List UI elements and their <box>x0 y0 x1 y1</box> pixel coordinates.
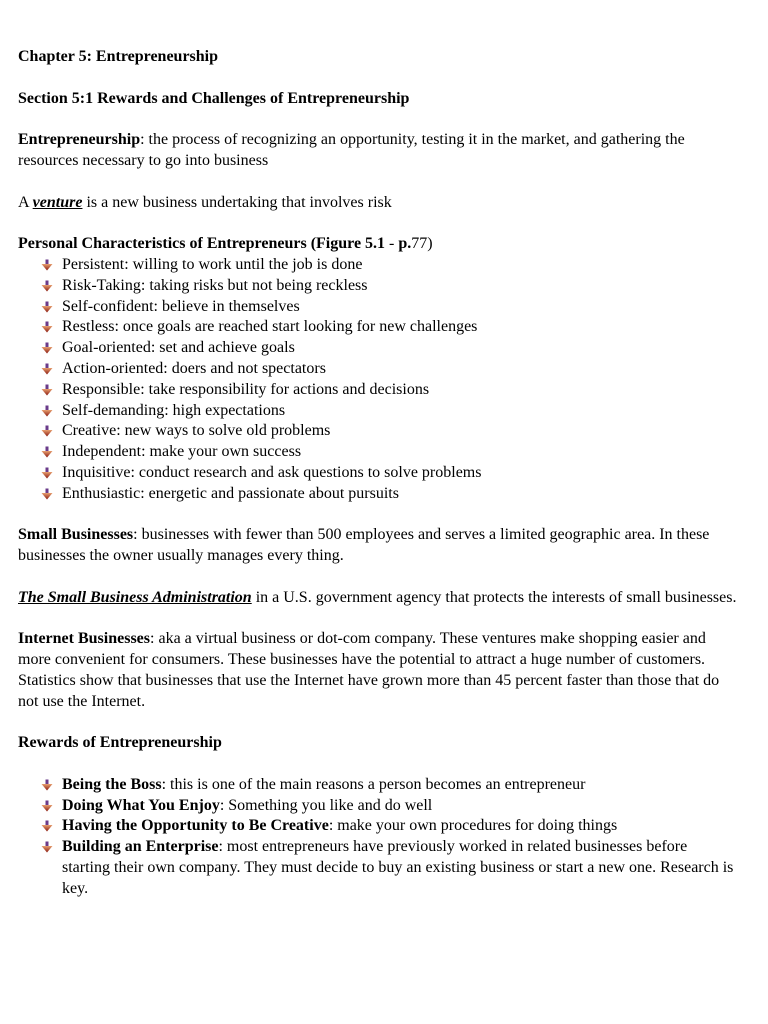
characteristic-item <box>62 255 738 276</box>
rewards-list <box>18 775 738 900</box>
chapter-title: Chapter 5: Entrepreneurship <box>18 48 219 65</box>
characteristic-text: Responsible: take responsibility for actions and decisions <box>62 380 430 398</box>
down-arrow-icon <box>41 321 53 333</box>
characteristic-text: Self-demanding: high expectations <box>62 401 286 419</box>
reward-item <box>62 837 738 899</box>
down-arrow-icon <box>41 301 53 313</box>
down-arrow-icon <box>41 446 53 458</box>
down-arrow-icon <box>41 820 53 832</box>
internet-businesses-paragraph <box>18 629 738 712</box>
down-arrow-icon <box>41 280 53 292</box>
down-arrow-icon <box>41 259 53 271</box>
characteristic-item <box>62 442 738 463</box>
down-arrow-icon <box>41 800 53 812</box>
venture-prefix: A <box>18 193 33 211</box>
characteristic-item <box>62 297 738 318</box>
reward-text: : Something you like and do well <box>219 796 433 814</box>
characteristic-item <box>62 421 738 442</box>
characteristic-text: Independent: make your own success <box>62 443 302 461</box>
term-small-businesses: Small Businesses <box>18 526 134 544</box>
down-arrow-icon <box>41 384 53 396</box>
characteristic-text: Action-oriented: doers and not spectators <box>62 359 326 377</box>
characteristics-list <box>18 255 738 505</box>
characteristics-heading-page-label: p. <box>398 235 412 253</box>
characteristic-text: Enthusiastic: energetic and passionate about pursuits <box>62 484 399 502</box>
reward-text: : most entrepreneurs have previously worked in related businesses before starting their own company. They must decide to buy an existing business or start a new one. Research is key. <box>62 838 734 897</box>
characteristic-item <box>62 463 738 484</box>
venture-text: is a new business undertaking that involves risk <box>82 193 392 211</box>
down-arrow-icon <box>41 425 53 437</box>
reward-term: Doing What You Enjoy <box>62 796 220 814</box>
reward-term: Being the Boss <box>62 775 162 793</box>
characteristic-item <box>62 338 738 359</box>
characteristic-item <box>62 317 738 338</box>
definition-entrepreneurship <box>18 130 738 172</box>
down-arrow-icon <box>41 488 53 500</box>
down-arrow-icon <box>41 405 53 417</box>
characteristic-item <box>62 380 738 401</box>
spacer <box>18 505 738 526</box>
characteristic-text: Creative: new ways to solve old problems <box>62 422 331 440</box>
venture-sentence <box>18 193 738 214</box>
term-venture: venture <box>32 193 83 211</box>
characteristics-heading-bold: Personal Characteristics of Entrepreneurs (Figure 5.1 <box>18 235 386 253</box>
definition-entrepreneurship-text: : the process of recognizing an opportunity, testing it in the market, and gathering the resources necessary to go into business <box>18 131 685 169</box>
small-businesses-paragraph <box>18 525 738 567</box>
term-sba: The Small Business Administration <box>18 588 252 606</box>
characteristic-item <box>62 276 738 297</box>
characteristic-text: Restless: once goals are reached start looking for new challenges <box>62 318 478 336</box>
characteristic-text: Risk-Taking: taking risks but not being reckless <box>62 276 368 294</box>
reward-term: Having the Opportunity to Be Creative <box>62 817 329 835</box>
sba-paragraph <box>18 588 738 609</box>
characteristic-text: Goal-oriented: set and achieve goals <box>62 339 295 357</box>
internet-businesses-text: : aka a virtual business or dot-com company. These ventures make shopping easier and more convenient for consumers. These businesses have the potential to attract a huge number of customers. Statistics show that businesses that use the Internet have grown more than 45 percent faster than those that do not use the Internet. <box>18 630 720 710</box>
term-entrepreneurship: Entrepreneurship <box>18 131 141 149</box>
reward-text: : this is one of the main reasons a person becomes an entrepreneur <box>161 775 586 793</box>
small-businesses-text: : businesses with fewer than 500 employees and serves a limited geographic area. In these businesses the owner usually manages every thing. <box>18 526 710 565</box>
reward-text: : make your own procedures for doing things <box>328 817 618 835</box>
down-arrow-icon <box>41 342 53 354</box>
characteristics-heading-dash: - <box>385 235 399 253</box>
characteristic-item <box>62 401 738 422</box>
characteristic-item <box>62 484 738 505</box>
term-internet-businesses: Internet Businesses <box>18 630 151 648</box>
characteristic-text: Inquisitive: conduct research and ask questions to solve problems <box>62 463 482 481</box>
characteristics-heading-page: 77) <box>411 235 433 253</box>
reward-term: Building an Enterprise <box>62 838 219 856</box>
reward-item <box>62 796 738 817</box>
characteristics-heading <box>18 234 738 255</box>
down-arrow-icon <box>41 467 53 479</box>
characteristic-text: Self-confident: believe in themselves <box>62 297 300 315</box>
down-arrow-icon <box>41 363 53 375</box>
down-arrow-icon <box>41 779 53 791</box>
section-title: Section 5:1 Rewards and Challenges of Entrepreneurship <box>18 89 410 107</box>
characteristic-item <box>62 359 738 380</box>
characteristic-text: Persistent: willing to work until the job is done <box>62 255 363 273</box>
reward-item <box>62 816 738 837</box>
reward-item <box>62 775 738 796</box>
down-arrow-icon <box>41 841 53 853</box>
rewards-heading: Rewards of Entrepreneurship <box>18 734 222 752</box>
sba-text: in a U.S. government agency that protects the interests of small businesses. <box>251 588 737 606</box>
